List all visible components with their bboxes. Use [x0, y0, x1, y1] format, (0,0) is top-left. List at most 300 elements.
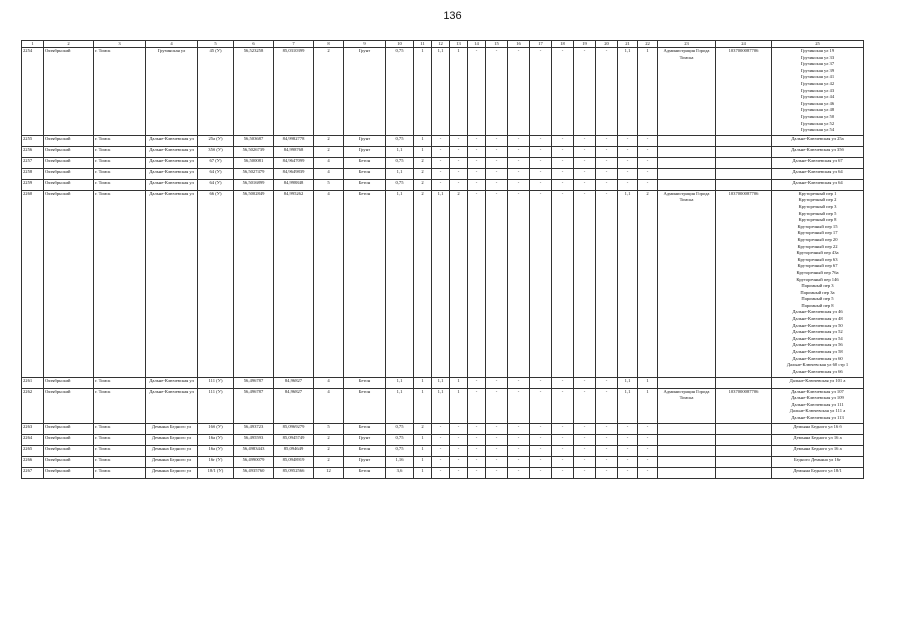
table-row	[22, 179, 864, 190]
column-number: 25	[772, 41, 864, 48]
table-cell: -	[596, 190, 618, 377]
table-row	[22, 135, 864, 146]
table-cell: -	[486, 377, 508, 388]
table-cell: 1,1	[618, 48, 638, 136]
table-cell: Дальне-Ключевская ул 64	[772, 179, 864, 190]
table-cell: 1037000087706	[716, 190, 772, 377]
table-cell: -	[552, 179, 574, 190]
address-line: Дальне-Ключевская ул 111 а	[789, 408, 846, 414]
table-cell: -	[618, 179, 638, 190]
table-cell: 35б (У)	[198, 146, 234, 157]
address-line: Грузинская ул 54	[800, 127, 835, 133]
table-cell: 16б (У)	[198, 423, 234, 434]
registry-table	[21, 40, 864, 479]
table-cell: Октябрьский	[44, 157, 94, 168]
table-cell: 1,1	[432, 377, 450, 388]
column-number: 2	[44, 41, 94, 48]
table-cell: 2257	[22, 157, 44, 168]
address-line: Круторечный пер 67	[797, 263, 838, 269]
table-cell: -	[468, 48, 486, 136]
table-cell: -	[486, 135, 508, 146]
table-cell: -	[596, 146, 618, 157]
table-cell: -	[508, 445, 530, 456]
address-line: Круторечный пер 5	[798, 210, 837, 216]
table-cell: Октябрьский	[44, 377, 94, 388]
table-cell: -	[638, 456, 658, 467]
table-cell: г. Томск	[94, 423, 146, 434]
table-cell: -	[596, 434, 618, 445]
column-number: 4	[146, 41, 198, 48]
table-cell: 1	[450, 388, 468, 423]
table-cell: -	[638, 445, 658, 456]
table-cell: -	[450, 179, 468, 190]
table-cell: 2	[450, 190, 468, 377]
address-line: Дальне-Ключевская ул 58	[792, 349, 843, 355]
table-cell: -	[618, 135, 638, 146]
table-cell: 1,1	[618, 377, 638, 388]
table-cell: Бетон	[344, 423, 386, 434]
table-cell: Грунт	[344, 48, 386, 136]
column-number: 21	[618, 41, 638, 48]
table-cell: -	[638, 146, 658, 157]
table-cell: -	[596, 135, 618, 146]
table-cell: -	[508, 467, 530, 478]
table-cell	[716, 445, 772, 456]
table-cell: Дальне-Ключевская ул	[146, 377, 198, 388]
table-cell: -	[468, 179, 486, 190]
table-cell: 1	[414, 388, 432, 423]
table-cell: 2267	[22, 467, 44, 478]
address-line: Круторечный пер 2	[798, 197, 837, 203]
table-cell: -	[432, 423, 450, 434]
table-cell	[716, 135, 772, 146]
table-cell: -	[552, 445, 574, 456]
table-cell: 0,75	[386, 179, 414, 190]
table-cell: 2	[314, 456, 344, 467]
table-cell	[716, 179, 772, 190]
table-cell: -	[574, 445, 596, 456]
table-cell: -	[618, 146, 638, 157]
address-line: Дальне-Ключевская ул 66	[792, 368, 843, 374]
table-row	[22, 388, 864, 423]
table-cell: -	[432, 456, 450, 467]
column-number: 12	[432, 41, 450, 48]
table-cell: 2261	[22, 377, 44, 388]
table-cell: 4	[314, 168, 344, 179]
table-cell: -	[552, 168, 574, 179]
table-cell: 1,1	[618, 388, 638, 423]
table-cell: -	[486, 179, 508, 190]
column-number: 22	[638, 41, 658, 48]
table-cell	[658, 423, 716, 434]
table-cell	[658, 157, 716, 168]
table-row	[22, 146, 864, 157]
table-cell: 0,75	[386, 445, 414, 456]
table-cell: 85,0310399	[274, 48, 314, 136]
table-cell: 56,5027479	[234, 168, 274, 179]
table-cell: Дальне-Ключевская ул	[146, 168, 198, 179]
table-cell: -	[574, 456, 596, 467]
table-cell: 1,1	[432, 190, 450, 377]
address-line: Грузинская ул 44	[800, 94, 835, 100]
table-cell: 84,9649839	[274, 168, 314, 179]
table-cell: Бетон	[344, 467, 386, 478]
table-cell: 2254	[22, 48, 44, 136]
table-cell: 56,496787	[234, 388, 274, 423]
table-cell: 1,1	[618, 190, 638, 377]
table-cell: 2263	[22, 423, 44, 434]
column-number: 13	[450, 41, 468, 48]
address-line: Круторечный пер 22	[797, 243, 838, 249]
table-cell: -	[508, 423, 530, 434]
table-cell: 1	[414, 146, 432, 157]
address-line: Грузинская ул 50	[800, 113, 835, 119]
table-cell: г. Томск	[94, 388, 146, 423]
address-line: Дальне-Ключевская ул 46	[792, 309, 843, 315]
table-cell: 4	[314, 190, 344, 377]
table-cell: -	[638, 168, 658, 179]
table-cell: -	[432, 168, 450, 179]
table-cell: -	[468, 388, 486, 423]
table-cell: 66 (У)	[198, 190, 234, 377]
table-cell: Бетон	[344, 179, 386, 190]
address-line: Грузинская ул 39	[800, 67, 835, 73]
address-line: Круторечный пер 8	[798, 217, 837, 223]
table-cell: -	[508, 135, 530, 146]
table-cell: -	[468, 456, 486, 467]
table-cell: 16г (У)	[198, 456, 234, 467]
table-cell: -	[596, 48, 618, 136]
table-cell: 64 (У)	[198, 179, 234, 190]
table-cell	[658, 179, 716, 190]
table-cell: 2260	[22, 190, 44, 377]
table-cell: 1	[450, 377, 468, 388]
table-cell: Октябрьский	[44, 434, 94, 445]
table-cell: Бетон	[344, 157, 386, 168]
table-cell: 16а (У)	[198, 445, 234, 456]
table-cell: -	[432, 434, 450, 445]
table-row	[22, 168, 864, 179]
table-cell: -	[486, 423, 508, 434]
table-cell	[658, 467, 716, 478]
table-cell: -	[574, 179, 596, 190]
table-cell: -	[508, 48, 530, 136]
address-line: Круторечный пер 3	[798, 203, 837, 209]
table-cell: Демьяна Бедного ул	[146, 456, 198, 467]
table-cell: 84,96827	[274, 377, 314, 388]
column-number: 17	[530, 41, 552, 48]
column-number: 16	[508, 41, 530, 48]
table-cell: 1	[414, 445, 432, 456]
table-cell: 85,094649	[274, 445, 314, 456]
table-cell: Дальне-Ключевская ул	[146, 146, 198, 157]
table-cell: 4	[314, 388, 344, 423]
column-number: 1	[22, 41, 44, 48]
table-cell: 2266	[22, 456, 44, 467]
table-cell: г. Томск	[94, 135, 146, 146]
column-number: 7	[274, 41, 314, 48]
table-cell: Октябрьский	[44, 388, 94, 423]
table-cell: -	[638, 157, 658, 168]
table-cell: -	[574, 388, 596, 423]
table-cell: Октябрьский	[44, 190, 94, 377]
table-cell: -	[618, 423, 638, 434]
address-line: Грузинская ул 48	[800, 107, 835, 113]
address-line: Круторечный пер 20	[797, 236, 838, 242]
column-number-row	[22, 41, 864, 48]
table-cell: 111 (У)	[198, 377, 234, 388]
table-cell: Демьяна Бедного ул 18/1	[772, 467, 864, 478]
table-cell: -	[432, 445, 450, 456]
table-cell: -	[638, 434, 658, 445]
column-number: 15	[486, 41, 508, 48]
table-cell: 84,995262	[274, 190, 314, 377]
table-cell: Октябрьский	[44, 423, 94, 434]
table-cell: -	[574, 434, 596, 445]
table-cell: 25а (У)	[198, 135, 234, 146]
table-row	[22, 48, 864, 136]
table-cell: -	[468, 423, 486, 434]
table-cell: 0,75	[386, 157, 414, 168]
table-cell: Дальне-Ключевская ул	[146, 157, 198, 168]
table-cell: Бетон	[344, 388, 386, 423]
table-cell: 1	[414, 456, 432, 467]
table-cell: Дальне-Ключевская ул 25а	[772, 135, 864, 146]
table-cell: -	[530, 456, 552, 467]
table-cell: -	[618, 456, 638, 467]
table-cell: 2255	[22, 135, 44, 146]
table-cell: -	[486, 388, 508, 423]
table-cell: Дальне-Ключевская ул	[146, 388, 198, 423]
table-cell: г. Томск	[94, 179, 146, 190]
table-cell: Демьяна Бедного ул	[146, 423, 198, 434]
table-cell: 2	[314, 146, 344, 157]
table-cell: -	[508, 157, 530, 168]
address-line: Паромный пер 3а	[800, 289, 835, 295]
table-cell: 85,0952566	[274, 467, 314, 478]
table-cell: Октябрьский	[44, 467, 94, 478]
table-cell: -	[486, 157, 508, 168]
table-cell: -	[574, 190, 596, 377]
table-cell: 56,500081	[234, 157, 274, 168]
table-cell	[772, 48, 864, 136]
table-cell: -	[552, 146, 574, 157]
table-cell: -	[450, 467, 468, 478]
table-cell: -	[552, 467, 574, 478]
column-number: 23	[658, 41, 716, 48]
table-cell: 45 (У)	[198, 48, 234, 136]
column-number: 9	[344, 41, 386, 48]
table-cell: 84,998768	[274, 146, 314, 157]
table-cell: -	[574, 168, 596, 179]
column-number: 18	[552, 41, 574, 48]
table-cell: 1	[414, 377, 432, 388]
table-cell	[658, 445, 716, 456]
table-cell: 85,0945749	[274, 434, 314, 445]
table-cell: -	[468, 467, 486, 478]
table-cell: 1	[638, 377, 658, 388]
table-cell: 0,75	[386, 423, 414, 434]
table-cell: 2264	[22, 434, 44, 445]
table-cell: 1,1	[386, 388, 414, 423]
table-cell: -	[596, 445, 618, 456]
table-cell	[658, 434, 716, 445]
table-cell: г. Томск	[94, 434, 146, 445]
table-cell: Октябрьский	[44, 445, 94, 456]
address-line: Круторечный пер 146	[796, 276, 839, 282]
table-cell: Грузинская ул	[146, 48, 198, 136]
table-cell: -	[552, 157, 574, 168]
address-line: Грузинская ул 33	[800, 54, 835, 60]
table-cell: г. Томск	[94, 377, 146, 388]
table-cell: -	[530, 190, 552, 377]
table-cell: 56,493723	[234, 423, 274, 434]
table-cell: 1037000087706	[716, 48, 772, 136]
table-cell: г. Томск	[94, 445, 146, 456]
column-number: 3	[94, 41, 146, 48]
table-cell: г. Томск	[94, 190, 146, 377]
address-line: Дальне-Ключевская ул 107	[791, 388, 844, 394]
table-cell	[658, 146, 716, 157]
table-cell: -	[552, 190, 574, 377]
table-cell: -	[530, 434, 552, 445]
table-cell: Бедного Демьяна ул 16г	[772, 456, 864, 467]
table-cell: 85,0948919	[274, 456, 314, 467]
table-cell: -	[450, 456, 468, 467]
table-cell: -	[596, 157, 618, 168]
table-cell: 111 (У)	[198, 388, 234, 423]
table-cell: 2	[314, 445, 344, 456]
table-row	[22, 157, 864, 168]
table-cell: 56,4983443	[234, 445, 274, 456]
table-cell: -	[552, 456, 574, 467]
table-cell: -	[468, 377, 486, 388]
address-line: Дальне-Ключевская ул 111	[791, 401, 844, 407]
table-cell: -	[530, 377, 552, 388]
table-cell: Грунт	[344, 146, 386, 157]
table-cell: 2	[638, 190, 658, 377]
table-cell: 84,96827	[274, 388, 314, 423]
table-cell: Октябрьский	[44, 168, 94, 179]
table-cell: 12	[314, 467, 344, 478]
table-cell: Бетон	[344, 168, 386, 179]
address-line: Паромный пер 5	[801, 296, 834, 302]
table-cell: -	[508, 456, 530, 467]
address-line: Грузинская ул 19	[800, 48, 835, 53]
table-cell	[658, 135, 716, 146]
table-cell: -	[530, 48, 552, 136]
table-cell: Бетон	[344, 377, 386, 388]
table-cell: -	[486, 48, 508, 136]
table-cell: 1,1	[432, 48, 450, 136]
table-cell: 4	[314, 157, 344, 168]
table-cell: Демьяна Бедного ул 16 а	[772, 445, 864, 456]
table-cell: -	[530, 467, 552, 478]
address-line: Грузинская ул 52	[800, 120, 835, 126]
table-cell: -	[450, 135, 468, 146]
address-line: Круторечный пер 1	[798, 190, 837, 196]
table-cell: -	[486, 146, 508, 157]
table-cell: -	[596, 456, 618, 467]
address-line: Паромный пер 8	[801, 302, 834, 308]
table-cell: 2	[314, 434, 344, 445]
table-cell: 1,1	[386, 190, 414, 377]
table-cell: Дальне-Ключевская ул 64	[772, 168, 864, 179]
table-cell: -	[574, 146, 596, 157]
table-cell: Дальне-Ключевская ул	[146, 179, 198, 190]
table-cell	[772, 190, 864, 377]
table-cell: -	[486, 445, 508, 456]
column-number: 20	[596, 41, 618, 48]
table-cell: 2	[414, 423, 432, 434]
table-cell: -	[574, 48, 596, 136]
column-number: 14	[468, 41, 486, 48]
address-line: Круторечный пер 17	[797, 230, 838, 236]
table-cell: 2	[414, 168, 432, 179]
table-cell: Администрация Города Томска	[658, 190, 716, 377]
table-cell: Грунт	[344, 434, 386, 445]
table-cell: -	[450, 445, 468, 456]
table-cell: 1	[450, 48, 468, 136]
table-cell: 0,75	[386, 135, 414, 146]
table-cell: 2258	[22, 168, 44, 179]
table-cell: -	[596, 423, 618, 434]
table-row	[22, 190, 864, 377]
table-cell: -	[468, 168, 486, 179]
table-cell: -	[450, 423, 468, 434]
table-cell: 84,9647099	[274, 157, 314, 168]
table-cell: 56,503687	[234, 135, 274, 146]
table-cell	[772, 388, 864, 423]
table-row	[22, 467, 864, 478]
table-cell: Октябрьский	[44, 179, 94, 190]
table-cell: -	[508, 179, 530, 190]
table-cell: 56,5026739	[234, 146, 274, 157]
table-cell: -	[530, 135, 552, 146]
table-cell: -	[432, 157, 450, 168]
table-cell: -	[618, 434, 638, 445]
address-line: Круторечный пер 15	[797, 223, 838, 229]
table-cell: -	[486, 168, 508, 179]
table-cell: 16а (У)	[198, 434, 234, 445]
table-cell: 2	[414, 190, 432, 377]
table-cell: 1,1	[386, 146, 414, 157]
table-row	[22, 434, 864, 445]
table-cell: Октябрьский	[44, 456, 94, 467]
table-cell	[716, 467, 772, 478]
address-line: Дальне-Ключевская ул 109	[791, 395, 844, 401]
table-cell: -	[574, 135, 596, 146]
table-cell: Администрация Города Томска	[658, 388, 716, 423]
table-cell: Дальне-Ключевская ул 35б	[772, 146, 864, 157]
table-cell: 85,0969279	[274, 423, 314, 434]
table-cell: 3,6	[386, 467, 414, 478]
table-cell: 1,1	[432, 388, 450, 423]
table-cell: г. Томск	[94, 168, 146, 179]
table-cell: Бетон	[344, 190, 386, 377]
table-cell: 1,1	[386, 168, 414, 179]
table-cell: 56,4935760	[234, 467, 274, 478]
table-cell: 2265	[22, 445, 44, 456]
table-cell: г. Томск	[94, 157, 146, 168]
table-cell: г. Томск	[94, 146, 146, 157]
table-cell: -	[552, 377, 574, 388]
table-cell: -	[574, 423, 596, 434]
table-cell: -	[432, 179, 450, 190]
table-cell: -	[618, 157, 638, 168]
table-cell: 2259	[22, 179, 44, 190]
table-cell: -	[432, 135, 450, 146]
